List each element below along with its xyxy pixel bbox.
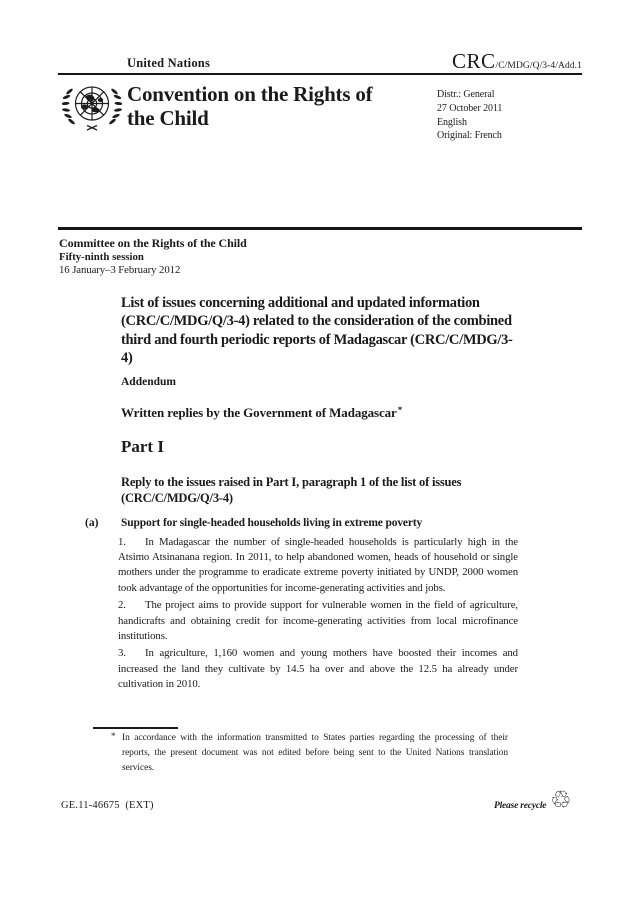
subtitle-text: Written replies by the Government of Madagascar: [121, 405, 397, 420]
part-heading: Part I: [121, 437, 164, 456]
reply-heading: Reply to the issues raised in Part I, paragraph 1 of the list of issues (CRC/C/MDG/Q/3-4): [121, 475, 462, 505]
footnote-mark: *: [111, 731, 116, 741]
paragraph-3-text: In agriculture, 1,160 women and young mothers have boosted their incomes and increased the land they cultivate by 14.5 ha over and above the 12.5 ha already under cultivation in 2010.: [118, 647, 518, 690]
footnote-text: In accordance with the information transmitted to States parties regarding the processing of their reports, the present document was not edited before being sent to the United Nations translation services.: [122, 733, 508, 773]
footer-reference-number: GE.11-46675 (EXT): [61, 800, 154, 811]
document-subtitle: [121, 405, 402, 421]
recycle-label: Please recycle: [494, 801, 547, 811]
recycle-icon: ♲: [550, 786, 572, 814]
body-text: [118, 535, 518, 695]
session-dates: 16 January–3 February 2012: [59, 263, 181, 276]
section-divider-rule: [58, 227, 582, 230]
subsection-heading: Support for single-headed households living in extreme poverty: [121, 517, 423, 529]
addendum-label: Addendum: [121, 376, 176, 388]
document-symbol: [452, 49, 582, 74]
treaty-title: Convention on the Rights of the Child: [127, 82, 373, 130]
subtitle-footnote-mark: *: [397, 405, 403, 415]
paragraph-2: [118, 598, 518, 644]
paragraph-3-number: 3.: [118, 647, 126, 660]
paragraph-3: [118, 646, 518, 692]
document-title: List of issues concerning additional and updated information (CRC/C/MDG/Q/3-4) related to the consideration of the combined third and fourth periodic reports of Madagascar (CRC/C/MDG/3-4): [121, 295, 513, 367]
organization-name: United Nations: [127, 56, 211, 70]
paragraph-2-text: The project aims to provide support for vulnerable women in the field of agriculture, handicrafts and obtaining credit for income-generating activities from local microfinance institutions.: [118, 599, 518, 642]
session-title: Fifty-ninth session: [59, 251, 144, 263]
united-nations-emblem-icon: [62, 80, 122, 135]
meta-language: English: [437, 116, 467, 128]
document-symbol-main: CRC: [451, 49, 496, 73]
meta-distribution: Distr.: General: [437, 89, 495, 100]
footnote-rule: [93, 727, 178, 729]
committee-name: Committee on the Rights of the Child: [59, 236, 247, 250]
paragraph-1-number: 1.: [118, 536, 126, 548]
meta-date: 27 October 2011: [437, 102, 503, 114]
meta-original-language: Original: French: [437, 130, 502, 142]
document-meta: [437, 88, 502, 143]
subsection-label: (a): [85, 517, 99, 529]
paragraph-2-number: 2.: [118, 599, 126, 612]
header-rule: [58, 73, 582, 75]
document-symbol-suffix: /C/MDG/Q/3-4/Add.1: [495, 61, 582, 71]
footnote: [111, 731, 508, 776]
paragraph-1-text: In Madagascar the number of single-headed households is particularly high in the Atsimo Atsinanana region. In 2011, to help abandoned women, heads of household or single mothers under the programme to eradicate extreme poverty initiated by UNDP, 2000 women took advantage of the opportunities for income-generating activities and jobs.: [118, 536, 518, 594]
paragraph-1: [118, 535, 518, 596]
